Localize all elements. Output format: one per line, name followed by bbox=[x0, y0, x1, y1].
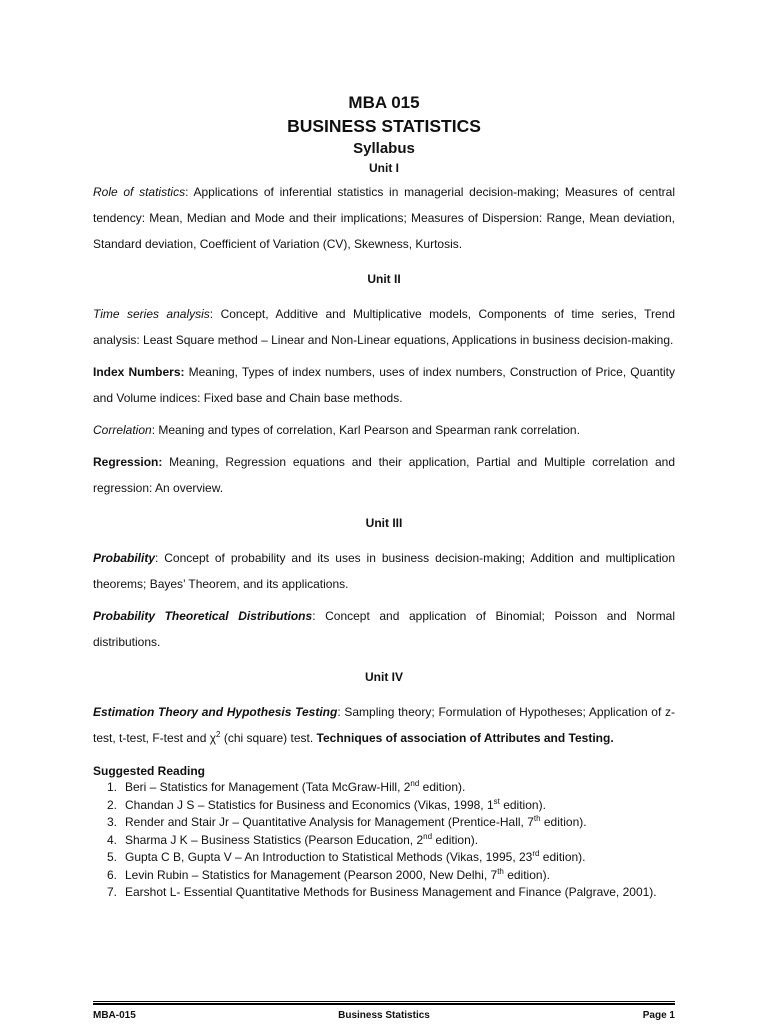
list-number: 3. bbox=[106, 815, 117, 829]
unit-2-paragraph-regression bbox=[93, 449, 675, 501]
list-item bbox=[93, 867, 675, 885]
unit-1-heading: Unit I bbox=[369, 161, 399, 175]
document-page bbox=[93, 92, 675, 902]
course-title: BUSINESS STATISTICS bbox=[287, 116, 481, 136]
paragraph-text: : Meaning and types of correlation, Karl Pearson and Spearman rank correlation. bbox=[151, 423, 580, 437]
paragraph-text: : Applications of inferential statistics in managerial decision-making; Measures of central tendency: Mean, Median and Mode and their implications; Measures of Dispersion: Range, Mean deviation, Standard deviation, Coefficient of Variation (CV), Skewness, Kurtosis. bbox=[93, 185, 675, 251]
paragraph-text: Meaning, Types of index numbers, uses of index numbers, Construction of Price, Quantity and Volume indices: Fixed base and Chain base methods. bbox=[93, 365, 675, 405]
paragraph-lead: Estimation Theory and Hypothesis Testing bbox=[93, 705, 338, 719]
chi-symbol: χ bbox=[209, 731, 217, 745]
paragraph-lead: Index Numbers: bbox=[93, 365, 185, 379]
unit-2-paragraph-index-numbers bbox=[93, 359, 675, 411]
list-text: Beri – Statistics for Management (Tata McGraw-Hill, 2nd edition). bbox=[125, 779, 466, 794]
paragraph-text: : Concept and application of Binomial; Poisson and Normal distributions. bbox=[93, 609, 675, 649]
footer-divider bbox=[93, 1003, 675, 1005]
list-text: Sharma J K – Business Statistics (Pearson Education, 2nd edition). bbox=[125, 831, 479, 847]
list-item bbox=[93, 779, 675, 797]
list-number: 1. bbox=[106, 780, 117, 794]
paragraph-lead: Regression: bbox=[93, 455, 163, 469]
syllabus-heading: Syllabus bbox=[353, 140, 415, 157]
suggested-reading-list bbox=[93, 779, 675, 902]
unit-4-heading: Unit IV bbox=[365, 670, 403, 684]
list-number: 6. bbox=[106, 867, 117, 882]
list-text: Earshot L- Essential Quantitative Methods for Business Management and Finance (Palgrave, 2001). bbox=[125, 885, 657, 899]
footer-page-number: Page 1 bbox=[642, 1010, 675, 1021]
paragraph-lead: Probability bbox=[93, 551, 156, 565]
footer-course-code: MBA-015 bbox=[93, 1010, 136, 1021]
list-item bbox=[93, 832, 675, 850]
list-text: Chandan J S – Statistics for Business and Economics (Vikas, 1998, 1st edition). bbox=[125, 796, 546, 812]
list-number: 5. bbox=[106, 850, 117, 864]
suggested-reading-heading: Suggested Reading bbox=[93, 764, 206, 778]
paragraph-text: Meaning, Regression equations and their application, Partial and Multiple correlation and regression: An overview. bbox=[93, 455, 675, 495]
unit-2-heading: Unit II bbox=[367, 272, 401, 286]
list-item bbox=[93, 849, 675, 867]
unit-4-paragraph-estimation bbox=[93, 699, 675, 751]
paragraph-bold-tail: Techniques of association of Attributes and Testing. bbox=[316, 731, 614, 745]
paragraph-lead: Probability Theoretical Distributions bbox=[93, 609, 313, 623]
list-text: Render and Stair Jr – Quantitative Analysis for Management (Prentice-Hall, 7th edition). bbox=[125, 814, 587, 829]
chi-superscript: 2 bbox=[216, 730, 221, 739]
list-item bbox=[93, 884, 675, 902]
paragraph-text: : Concept of probability and its uses in business decision-making; Addition and multiplication theorems; Bayes’ Theorem, and its applications. bbox=[93, 551, 675, 591]
paragraph-text: (chi square) test. bbox=[220, 731, 317, 745]
list-number: 2. bbox=[106, 797, 117, 812]
unit-2-paragraph-correlation bbox=[93, 417, 675, 443]
list-number: 7. bbox=[106, 885, 117, 899]
unit-3-paragraph-distributions bbox=[93, 603, 675, 655]
unit-1-paragraph bbox=[93, 179, 675, 257]
footer-course-title: Business Statistics bbox=[338, 1010, 430, 1021]
unit-3-heading: Unit III bbox=[365, 516, 403, 530]
paragraph-text: : Sampling theory; Formulation of Hypotheses; Application of z-test, t-test, F-test and bbox=[93, 705, 675, 745]
course-code: MBA 015 bbox=[348, 93, 420, 112]
list-text: Gupta C B, Gupta V – An Introduction to Statistical Methods (Vikas, 1995, 23rd edition). bbox=[125, 849, 586, 864]
list-item bbox=[93, 797, 675, 815]
paragraph-lead: Time series analysis bbox=[93, 307, 210, 321]
list-item bbox=[93, 814, 675, 832]
paragraph-text: : Concept, Additive and Multiplicative models, Components of time series, Trend analysis: Least Square method – Linear and Non-Linear equations, Applications in business decision-making. bbox=[93, 307, 675, 347]
unit-2-paragraph-time-series bbox=[93, 301, 675, 353]
list-text: Levin Rubin – Statistics for Management (Pearson 2000, New Delhi, 7th edition). bbox=[125, 866, 550, 882]
paragraph-lead: Role of statistics bbox=[93, 185, 186, 199]
unit-3-paragraph-probability bbox=[93, 545, 675, 597]
list-number: 4. bbox=[106, 832, 117, 847]
paragraph-lead: Correlation bbox=[93, 423, 152, 437]
